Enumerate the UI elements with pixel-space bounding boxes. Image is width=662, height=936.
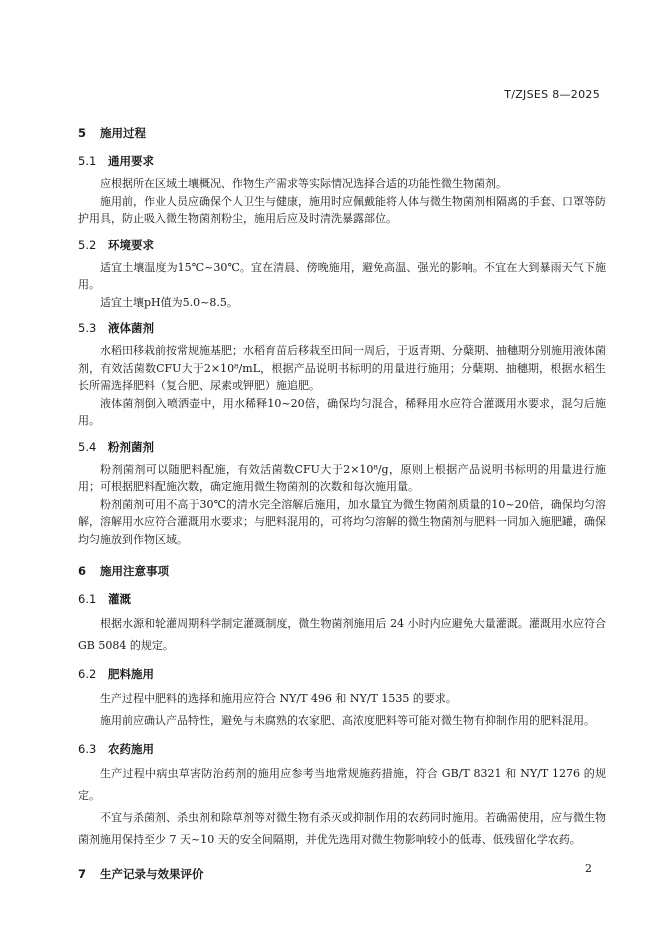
clause-number: 6.1 [78,592,97,606]
paragraph: 粉剂菌剂可以随肥料配施，有效活菌数CFU大于2×10⁸/g，原则上根据产品说明书标明的用量进行施用；可根据肥料配施次数，确定施用微生物菌剂的次数和每次施用量。 [78,462,606,493]
clause-title: 通用要求 [108,154,154,168]
clause-5-4-heading [78,438,606,456]
clause-5-3-heading [78,319,606,337]
section-7-heading [78,865,606,883]
clause-5-1-heading [78,152,606,170]
paragraph: 施用前应确认产品特性，避免与未腐熟的农家肥、高浓度肥料等可能对微生物有抑制作用的肥料混用。 [100,714,595,727]
clause-number: 5.3 [78,321,97,335]
section-title: 施用过程 [100,126,146,140]
section-6-body [78,590,606,851]
page-number: 2 [585,862,592,875]
section-title: 施用注意事项 [100,564,169,578]
clause-title: 农药施用 [108,742,154,756]
paragraph: 生产过程中病虫草害防治药剂的施用应参考当地常规施药措施，符合 GB/T 8321 和 NY/T 1276 的规定。 [78,767,606,802]
paragraph: 水稻田移栽前按常规施基肥；水稻育苗后移栽至田间一周后，于返青期、分蘖期、抽穗期分别施用液体菌剂，有效活菌数CFU大于2×10⁸/mL，根据产品说明书标明的用量进行施用；分蘖期、抽穗期，根据水稻生长所需选择肥料（复合肥、尿素或钾肥）施追肥。 [78,344,606,392]
section-title: 生产记录与效果评价 [100,867,204,881]
clause-number: 6.3 [78,742,97,756]
clause-title: 灌溉 [108,592,131,606]
page-content [78,116,606,893]
clause-6-3-heading [78,740,606,758]
section-number: 5 [78,126,87,140]
paragraph: 液体菌剂倒入喷洒壶中，用水稀释10~20倍，确保均匀混合，稀释用水应符合灌溉用水要求，混匀后施用。 [78,396,606,427]
clause-5-2-heading [78,236,606,254]
paragraph: 适宜土壤pH值为5.0~8.5。 [100,295,238,309]
clause-number: 5.4 [78,439,97,454]
paragraph: 粉剂菌剂可用不高于30℃的清水完全溶解后施用，加水量宜为微生物菌剂质量的10~20倍，确保均匀溶解，溶解用水应符合灌溉用水要求；与肥料混用的，可将均匀溶解的微生物菌剂与肥料一同加入施肥罐，确保均匀施放到作物区域。 [78,497,606,546]
clause-6-1-heading [78,590,606,608]
section-6-heading [78,562,606,580]
paragraph: 应根据所在区域土壤概况、作物生产需求等实际情况选择合适的功能性微生物菌剂。 [100,177,507,190]
clause-title: 肥料施用 [108,667,154,681]
section-number: 6 [78,564,87,578]
paragraph: 施用前，作业人员应确保个人卫生与健康，施用时应佩戴能将人体与微生物菌剂相隔离的手套、口罩等防护用具，防止吸入微生物菌剂粉尘，施用后应及时清洗暴露部位。 [78,194,606,225]
clause-title: 环境要求 [108,237,154,252]
paragraph: 根据水源和轮灌周期科学制定灌溉制度，微生物菌剂施用后 24 小时内应避免大量灌溉。灌溉用水应符合 GB 5084 的规定。 [78,617,606,652]
paragraph: 生产过程中肥料的选择和施用应符合 NY/T 496 和 NY/T 1535 的要求。 [100,692,457,705]
section-number: 7 [78,867,87,881]
paragraph: 适宜土壤温度为15℃~30℃。宜在清晨、傍晚施用，避免高温、强光的影响。不宜在大到暴雨天气下施用。 [78,260,606,291]
clause-number: 5.2 [78,237,97,252]
clause-6-2-heading [78,665,606,683]
document-code: T/ZJSES 8—2025 [504,88,600,101]
clause-title: 粉剂菌剂 [108,439,154,454]
clause-number: 6.2 [78,667,97,681]
paragraph: 不宜与杀菌剂、杀虫剂和除草剂等对微生物有杀灭或抑制作用的农药同时施用。若确需使用，应与微生物菌剂施用保持至少 7 天~10 天的安全间隔期，并优先选用对微生物影响较小的低毒、低残留化学农药。 [78,811,606,846]
clause-title: 液体菌剂 [108,321,154,335]
section-5-heading [78,124,606,142]
clause-number: 5.1 [78,154,97,168]
